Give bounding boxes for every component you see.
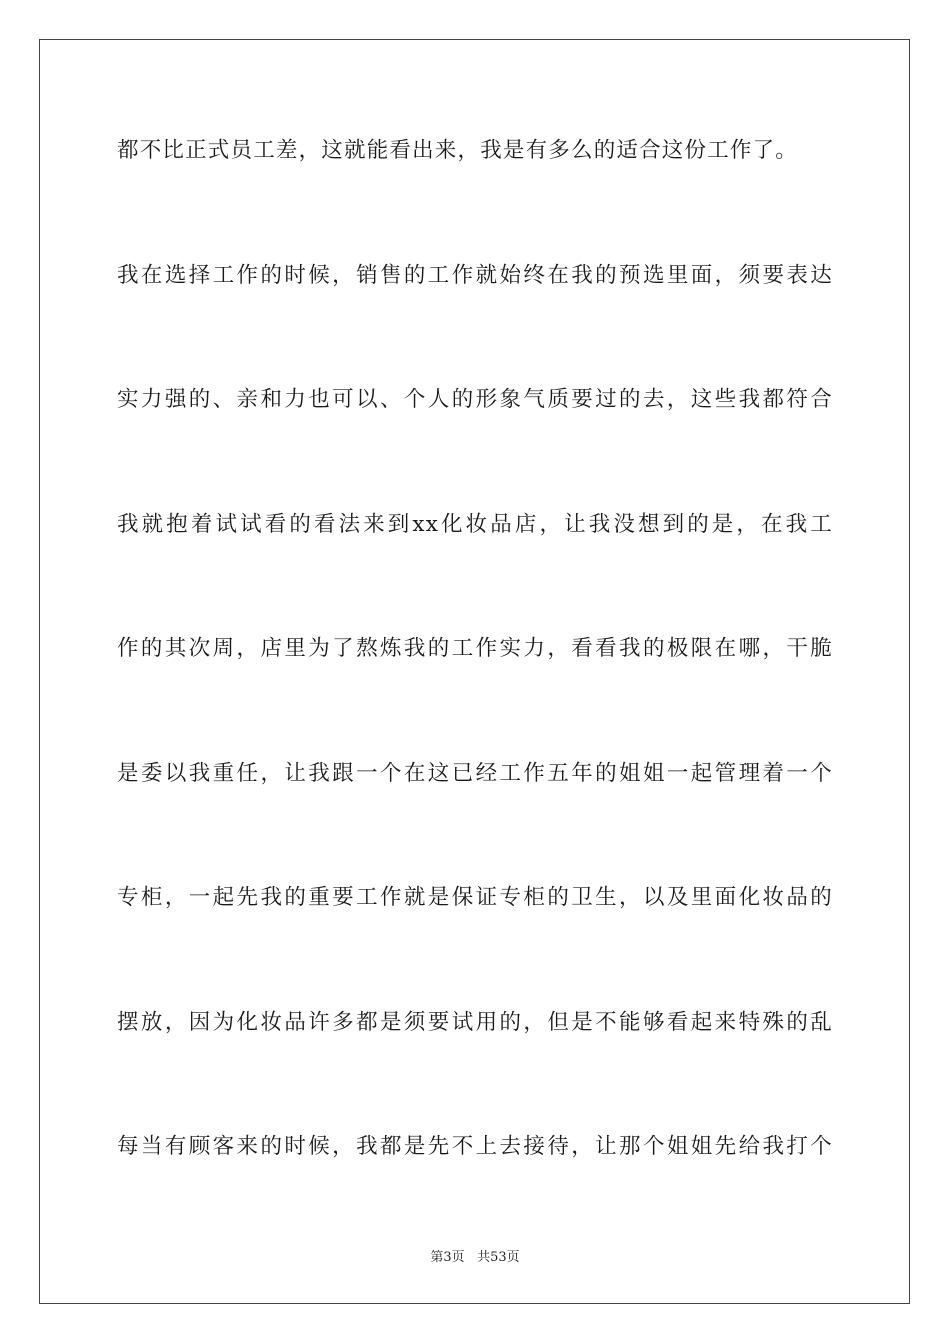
text-line-2: 我在选择工作的时候，销售的工作就始终在我的预选里面，须要表达 [117, 262, 833, 288]
text-line-9: 每当有顾客来的时候，我都是先不上去接待，让那个姐姐先给我打个 [117, 1134, 833, 1159]
page-number: 第3页 [430, 1250, 465, 1265]
text-line-1: 都不比正式员工差，这就能看出来，我是有多么的适合这份工作了。 [117, 138, 799, 163]
text-line-3: 实力强的、亲和力也可以、个人的形象气质要过的去，这些我都符合 [117, 387, 833, 412]
footer-spacer [465, 1250, 477, 1265]
text-line-6: 是委以我重任，让我跟一个在这已经工作五年的姐姐一起管理着一个 [117, 760, 833, 786]
document-body [117, 127, 833, 1248]
text-line-4: 我就抱着试试看的看法来到xx化妆品店，让我没想到的是，在我工 [117, 511, 833, 537]
total-pages: 共53页 [477, 1250, 520, 1265]
page-footer [0, 1246, 950, 1265]
text-line-7: 专柜，一起先我的重要工作就是保证专柜的卫生，以及里面化妆品的 [117, 885, 833, 910]
text-line-5: 作的其次周，店里为了熬炼我的工作实力，看看我的极限在哪，干脆 [117, 636, 833, 661]
text-line-8: 摆放，因为化妆品许多都是须要试用的，但是不能够看起来特殊的乱 [117, 1009, 833, 1035]
